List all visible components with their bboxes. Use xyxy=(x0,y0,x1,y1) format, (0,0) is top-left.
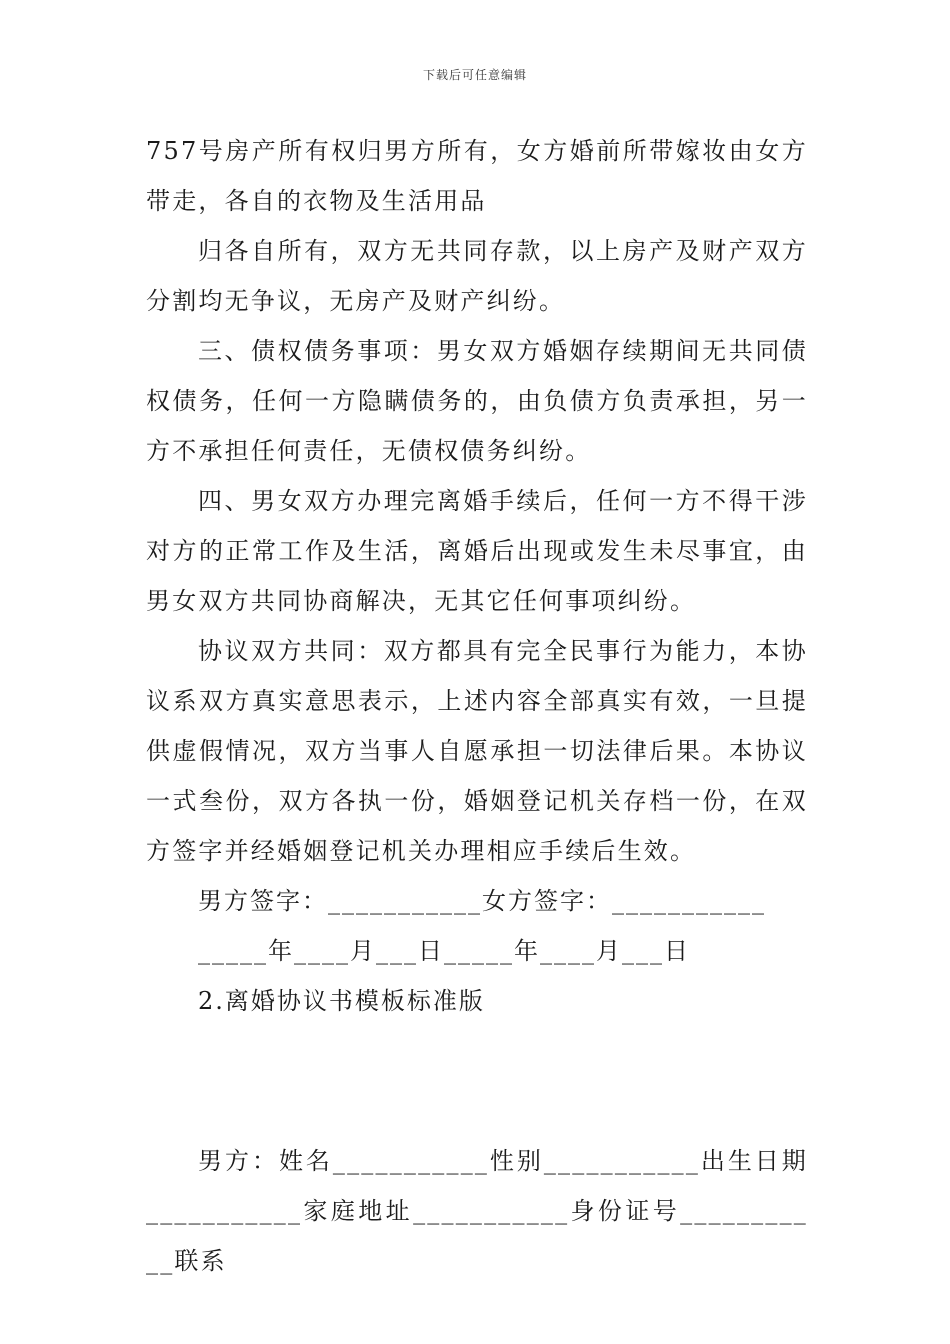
paragraph-property-division: 归各自所有，双方无共同存款，以上房产及财产双方分割均无争议，无房产及财产纠纷。 xyxy=(146,237,808,315)
paragraph-after-divorce: 四、男女双方办理完离婚手续后，任何一方不得干涉对方的正常工作及生活，离婚后出现或发生未尽事宜，由男女双方共同协商解决，无其它任何事项纠纷。 xyxy=(146,487,808,615)
paragraph-agreement-validity: 协议双方共同：双方都具有完全民事行为能力，本协议系双方真实意思表示，上述内容全部真实有效，一旦提供虚假情况，双方当事人自愿承担一切法律后果。本协议一式叁份，双方各执一份，婚姻登记机关存档一份，在双方签字并经婚姻登记机关办理相应手续后生效。 xyxy=(146,637,808,865)
header-note: 下载后可任意编辑 xyxy=(422,68,527,82)
blank-gap xyxy=(146,1026,808,1136)
date-line: _____年____月___日_____年____月___日 xyxy=(198,937,690,965)
document-body xyxy=(146,126,808,1286)
paragraph-debt-matters: 三、债权债务事项：男女双方婚姻存续期间无共同债权债务，任何一方隐瞒债务的，由负债方负责承担，另一方不承担任何责任，无债权债务纠纷。 xyxy=(146,337,808,465)
section-title: 2.离婚协议书模板标准版 xyxy=(198,987,485,1015)
signature-line: 男方签字：___________女方签字：___________ xyxy=(198,887,766,915)
paragraph-party-info: 男方：姓名___________性别___________出生日期___________家庭地址___________身份证号___________联系 xyxy=(146,1147,808,1275)
paragraph-property-ownership: 757号房产所有权归男方所有，女方婚前所带嫁妆由女方带走，各自的衣物及生活用品 xyxy=(146,137,808,215)
